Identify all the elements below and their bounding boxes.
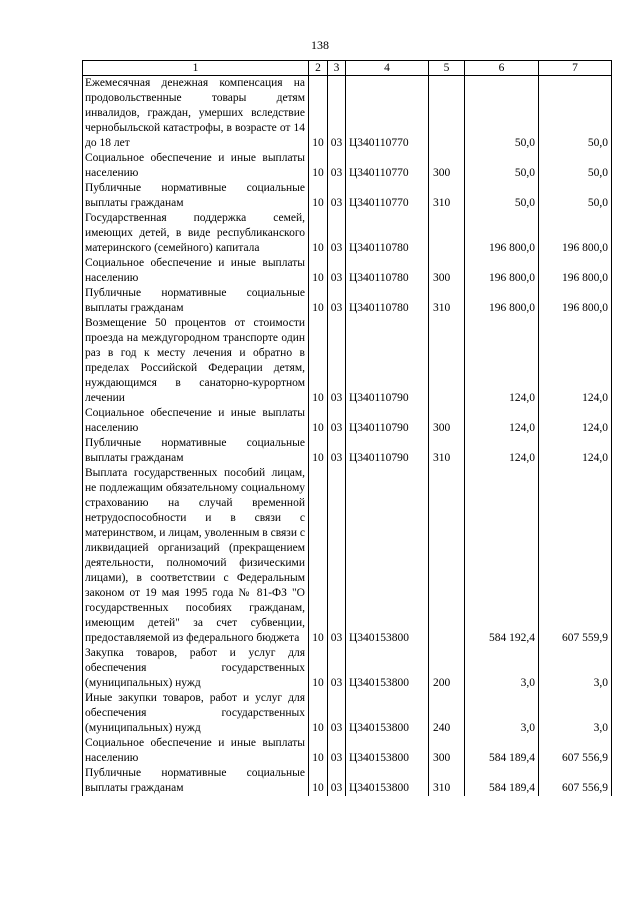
item-name: Публичные нормативные социальные выплаты гражданам (83, 181, 309, 211)
amount-year-1: 196 800,0 (465, 211, 539, 256)
item-name: Государственная поддержка семей, имеющих детей, в виде республиканского материнского (семейного) капитала (83, 211, 309, 256)
expense-type-code: 240 (429, 691, 465, 736)
item-name: Иные закупки товаров, работ и услуг для обеспечения государственных (муниципальных) нужд (83, 691, 309, 736)
header-col-2: 2 (309, 61, 328, 76)
table-row (83, 256, 612, 286)
target-article-code: Ц340110770 (346, 181, 429, 211)
target-article-code: Ц340110780 (346, 286, 429, 316)
amount-year-1: 3,0 (465, 646, 539, 691)
item-name: Закупка товаров, работ и услуг для обеспечения государственных (муниципальных) нужд (83, 646, 309, 691)
item-name: Публичные нормативные социальные выплаты гражданам (83, 286, 309, 316)
subsection-code: 03 (328, 406, 346, 436)
header-col-7: 7 (539, 61, 612, 76)
table-row (83, 646, 612, 691)
amount-year-2: 607 556,9 (539, 736, 612, 766)
table-row (83, 316, 612, 406)
table-row (83, 406, 612, 436)
item-name: Социальное обеспечение и иные выплаты населению (83, 736, 309, 766)
target-article-code: Ц340153800 (346, 646, 429, 691)
table-row (83, 436, 612, 466)
section-code: 10 (309, 466, 328, 646)
table-row (83, 466, 612, 646)
target-article-code: Ц340153800 (346, 766, 429, 796)
subsection-code: 03 (328, 691, 346, 736)
expense-type-code: 300 (429, 406, 465, 436)
amount-year-2: 196 800,0 (539, 256, 612, 286)
section-code: 10 (309, 646, 328, 691)
subsection-code: 03 (328, 211, 346, 256)
item-name: Возмещение 50 процентов от стоимости проезда на междугородном транспорте один раз в год к месту лечения и обратно в пределах Российской Федерации детям, нуждающимся в санаторно-курортном лечении (83, 316, 309, 406)
target-article-code: Ц340153800 (346, 736, 429, 766)
amount-year-1: 50,0 (465, 76, 539, 152)
table-row (83, 691, 612, 736)
subsection-code: 03 (328, 436, 346, 466)
item-name: Публичные нормативные социальные выплаты гражданам (83, 436, 309, 466)
section-code: 10 (309, 406, 328, 436)
target-article-code: Ц340153800 (346, 691, 429, 736)
amount-year-2: 50,0 (539, 76, 612, 152)
item-name: Социальное обеспечение и иные выплаты населению (83, 151, 309, 181)
expense-type-code (429, 211, 465, 256)
expense-type-code (429, 76, 465, 152)
amount-year-1: 584 192,4 (465, 466, 539, 646)
table-row (83, 766, 612, 796)
expense-type-code: 310 (429, 436, 465, 466)
amount-year-1: 196 800,0 (465, 256, 539, 286)
amount-year-2: 124,0 (539, 316, 612, 406)
section-code: 10 (309, 151, 328, 181)
section-code: 10 (309, 766, 328, 796)
expense-type-code: 310 (429, 766, 465, 796)
header-col-3: 3 (328, 61, 346, 76)
target-article-code: Ц340110780 (346, 211, 429, 256)
item-name: Ежемесячная денежная компенсация на продовольственные товары детям инвалидов, граждан, умерших вследствие чернобыльской катастрофы, в возрасте от 14 до 18 лет (83, 76, 309, 152)
target-article-code: Ц340110790 (346, 316, 429, 406)
item-name: Выплата государственных пособий лицам, не подлежащим обязательному социальному страхованию на случай временной нетрудоспособности и в связи с материнством, и лицам, уволенным в связи с ликвидацией организаций (прекращением деятельности, полномочий физическими лицами), в соответствии с Федеральным законом от 19 мая 1995 года № 81-ФЗ "О государственных пособиях гражданам, имеющим детей" за счет субвенции, предоставляемой из федерального бюджета (83, 466, 309, 646)
table-row (83, 151, 612, 181)
table-header-row (83, 61, 612, 76)
table-row (83, 181, 612, 211)
subsection-code: 03 (328, 646, 346, 691)
amount-year-1: 50,0 (465, 151, 539, 181)
section-code: 10 (309, 76, 328, 152)
amount-year-2: 196 800,0 (539, 211, 612, 256)
expense-type-code (429, 316, 465, 406)
expense-type-code: 200 (429, 646, 465, 691)
section-code: 10 (309, 316, 328, 406)
amount-year-1: 124,0 (465, 436, 539, 466)
amount-year-2: 50,0 (539, 151, 612, 181)
amount-year-1: 196 800,0 (465, 286, 539, 316)
section-code: 10 (309, 256, 328, 286)
expense-type-code: 300 (429, 151, 465, 181)
amount-year-2: 50,0 (539, 181, 612, 211)
amount-year-2: 124,0 (539, 406, 612, 436)
subsection-code: 03 (328, 316, 346, 406)
header-col-5: 5 (429, 61, 465, 76)
amount-year-2: 196 800,0 (539, 286, 612, 316)
subsection-code: 03 (328, 766, 346, 796)
amount-year-1: 584 189,4 (465, 736, 539, 766)
section-code: 10 (309, 286, 328, 316)
amount-year-1: 50,0 (465, 181, 539, 211)
amount-year-1: 124,0 (465, 406, 539, 436)
amount-year-1: 124,0 (465, 316, 539, 406)
target-article-code: Ц340110770 (346, 151, 429, 181)
subsection-code: 03 (328, 256, 346, 286)
target-article-code: Ц340110790 (346, 436, 429, 466)
amount-year-2: 124,0 (539, 436, 612, 466)
subsection-code: 03 (328, 76, 346, 152)
amount-year-2: 3,0 (539, 646, 612, 691)
budget-table (82, 60, 612, 796)
subsection-code: 03 (328, 736, 346, 766)
amount-year-1: 3,0 (465, 691, 539, 736)
amount-year-1: 584 189,4 (465, 766, 539, 796)
section-code: 10 (309, 691, 328, 736)
section-code: 10 (309, 736, 328, 766)
target-article-code: Ц340110770 (346, 76, 429, 152)
section-code: 10 (309, 181, 328, 211)
page-number: 138 (311, 38, 329, 52)
table-row (83, 736, 612, 766)
header-col-1: 1 (83, 61, 309, 76)
expense-type-code: 300 (429, 256, 465, 286)
target-article-code: Ц340110780 (346, 256, 429, 286)
expense-type-code: 300 (429, 736, 465, 766)
amount-year-2: 607 559,9 (539, 466, 612, 646)
section-code: 10 (309, 436, 328, 466)
table-row (83, 286, 612, 316)
item-name: Социальное обеспечение и иные выплаты населению (83, 406, 309, 436)
target-article-code: Ц340110790 (346, 406, 429, 436)
header-col-6: 6 (465, 61, 539, 76)
amount-year-2: 607 556,9 (539, 766, 612, 796)
table-row (83, 76, 612, 152)
target-article-code: Ц340153800 (346, 466, 429, 646)
item-name: Публичные нормативные социальные выплаты гражданам (83, 766, 309, 796)
subsection-code: 03 (328, 151, 346, 181)
section-code: 10 (309, 211, 328, 256)
expense-type-code: 310 (429, 286, 465, 316)
header-col-4: 4 (346, 61, 429, 76)
subsection-code: 03 (328, 466, 346, 646)
amount-year-2: 3,0 (539, 691, 612, 736)
table-row (83, 211, 612, 256)
subsection-code: 03 (328, 286, 346, 316)
item-name: Социальное обеспечение и иные выплаты населению (83, 256, 309, 286)
expense-type-code (429, 466, 465, 646)
expense-type-code: 310 (429, 181, 465, 211)
subsection-code: 03 (328, 181, 346, 211)
